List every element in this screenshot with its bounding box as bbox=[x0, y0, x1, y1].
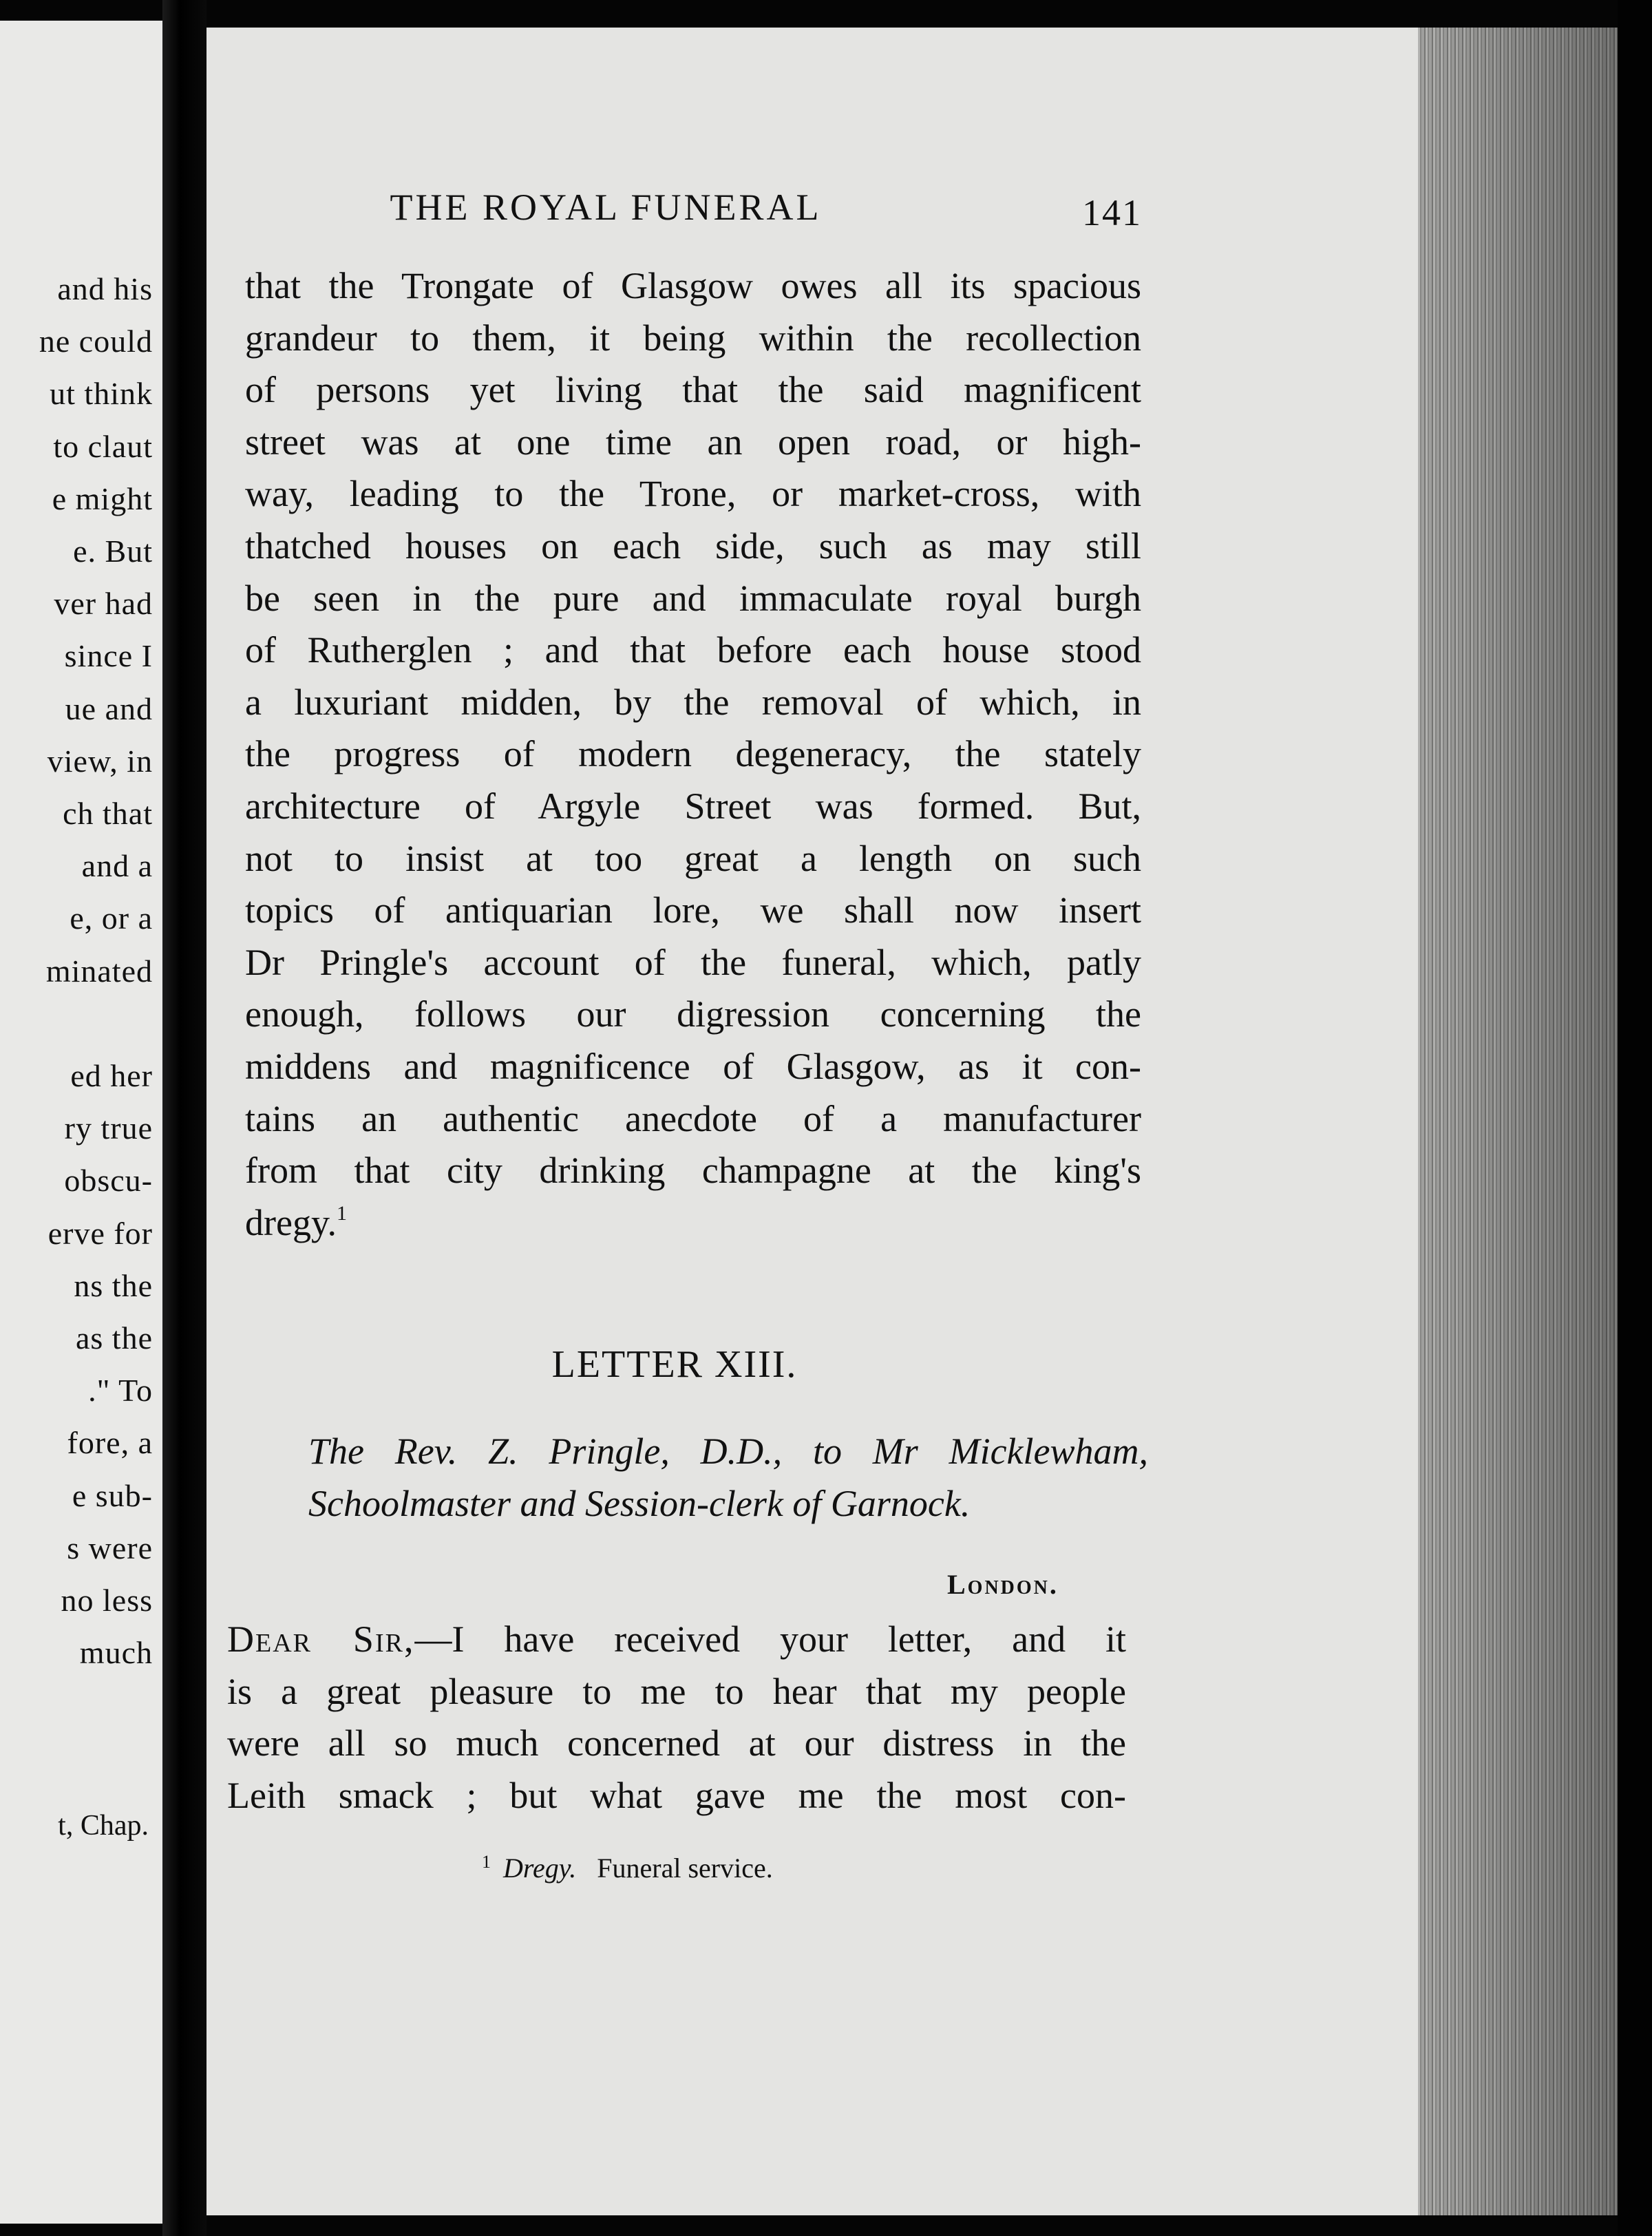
paragraph-line: of persons yet living that the said magnificent bbox=[245, 369, 1141, 411]
letter-line: is a great pleasure to me to hear that my people bbox=[227, 1670, 1126, 1712]
paragraph-last-line: dregy.$^1$ bbox=[245, 1201, 347, 1243]
left-page-line: ut think bbox=[50, 376, 153, 412]
paragraph-line: not to insist at too great a length on such bbox=[245, 837, 1141, 879]
paragraph-line: thatched houses on each side, such as may still bbox=[245, 525, 1141, 567]
left-page-line: fore, a bbox=[67, 1425, 153, 1461]
paragraph-line: grandeur to them, it being within the recollection bbox=[245, 317, 1141, 359]
running-head: THE ROYAL FUNERAL bbox=[390, 187, 822, 228]
left-page-line: much bbox=[79, 1635, 153, 1671]
left-page-line: and a bbox=[81, 848, 153, 884]
left-page-line: minated bbox=[45, 953, 153, 989]
left-page-line: no less bbox=[61, 1583, 153, 1618]
left-page-line: as the bbox=[75, 1320, 153, 1356]
left-page-line: ed her bbox=[70, 1058, 153, 1094]
paragraph-line: the progress of modern degeneracy, the stately bbox=[245, 733, 1141, 775]
letter-line: were all so much concerned at our distress in the bbox=[227, 1722, 1126, 1764]
left-page-line: ch that bbox=[63, 796, 153, 832]
left-page-line: ns the bbox=[74, 1267, 153, 1303]
footnote-term: Dregy. bbox=[503, 1853, 577, 1884]
left-page-line: e. But bbox=[73, 534, 153, 569]
paragraph-line: way, leading to the Trone, or market-cross, with bbox=[245, 473, 1141, 515]
paragraph-line: street was at one time an open road, or high- bbox=[245, 421, 1141, 463]
left-page-text bbox=[0, 263, 153, 1679]
paragraph-line: be seen in the pure and immaculate royal burgh bbox=[245, 577, 1141, 619]
left-page-line: erve for bbox=[47, 1215, 153, 1251]
address-line: Schoolmaster and Session-clerk of Garnock. bbox=[308, 1483, 971, 1524]
paragraph-line: topics of antiquarian lore, we shall now insert bbox=[245, 889, 1141, 931]
paragraph-line: of Rutherglen ; and that before each house stood bbox=[245, 629, 1141, 671]
letter-address bbox=[308, 1425, 1148, 1530]
main-paragraph bbox=[245, 260, 1141, 1249]
left-page-line bbox=[0, 998, 153, 1050]
paragraph-line: a luxuriant midden, by the removal of which, in bbox=[245, 681, 1141, 723]
left-page-line: ne could bbox=[39, 324, 153, 359]
left-page-line: s were bbox=[67, 1530, 153, 1565]
letter-place: London. bbox=[947, 1569, 1059, 1600]
left-page-line: ry true bbox=[64, 1110, 153, 1146]
footnote-text: Funeral service. bbox=[597, 1853, 773, 1884]
left-page-line: ." To bbox=[88, 1373, 153, 1409]
left-page-line: ue and bbox=[65, 690, 153, 726]
scan-border bbox=[1618, 0, 1652, 2236]
letter-body bbox=[227, 1614, 1126, 1822]
footnote-reference: 1 bbox=[336, 1201, 347, 1225]
left-page-line: obscu- bbox=[64, 1163, 153, 1199]
left-page-footnote-fragment: t, Chap. bbox=[58, 1810, 149, 1842]
left-page-line: to claut bbox=[53, 428, 153, 464]
letter-title: LETTER XIII. bbox=[551, 1343, 798, 1386]
left-facing-page bbox=[0, 21, 162, 2224]
page-number: 141 bbox=[1082, 192, 1142, 233]
left-page-line: e, or a bbox=[70, 900, 153, 936]
paragraph-line: from that city drinking champagne at the king's bbox=[245, 1150, 1141, 1192]
left-page-line: ver had bbox=[54, 586, 153, 622]
book-gutter bbox=[162, 0, 206, 2236]
salutation: Dear Sir, bbox=[227, 1618, 415, 1660]
page-edges-shadow bbox=[1418, 28, 1618, 2215]
left-page-line: since I bbox=[64, 638, 153, 674]
paragraph-line: enough, follows our digression concerning the bbox=[245, 993, 1141, 1035]
letter-first-line: Dear Sir,—I have received your letter, and it bbox=[227, 1618, 1127, 1660]
letter-line: Leith smack ; but what gave me the most con- bbox=[227, 1774, 1126, 1816]
paragraph-line: middens and magnificence of Glasgow, as it con- bbox=[245, 1045, 1141, 1087]
left-page-line: and his bbox=[57, 271, 153, 306]
footnote-number: 1 bbox=[482, 1852, 491, 1872]
left-page-line: e might bbox=[52, 481, 153, 516]
left-page-line: e sub- bbox=[72, 1477, 153, 1513]
paragraph-line: tains an authentic anecdote of a manufacturer bbox=[245, 1097, 1141, 1139]
paragraph-line: Dr Pringle's account of the funeral, which, patly bbox=[245, 941, 1141, 983]
left-page-line: view, in bbox=[47, 743, 153, 779]
address-line: The Rev. Z. Pringle, D.D., to Mr Micklewham, bbox=[308, 1431, 1148, 1472]
footnote bbox=[482, 1852, 773, 1884]
paragraph-line: architecture of Argyle Street was formed. But, bbox=[245, 785, 1141, 827]
paragraph-line: that the Trongate of Glasgow owes all its spacious bbox=[245, 265, 1141, 306]
